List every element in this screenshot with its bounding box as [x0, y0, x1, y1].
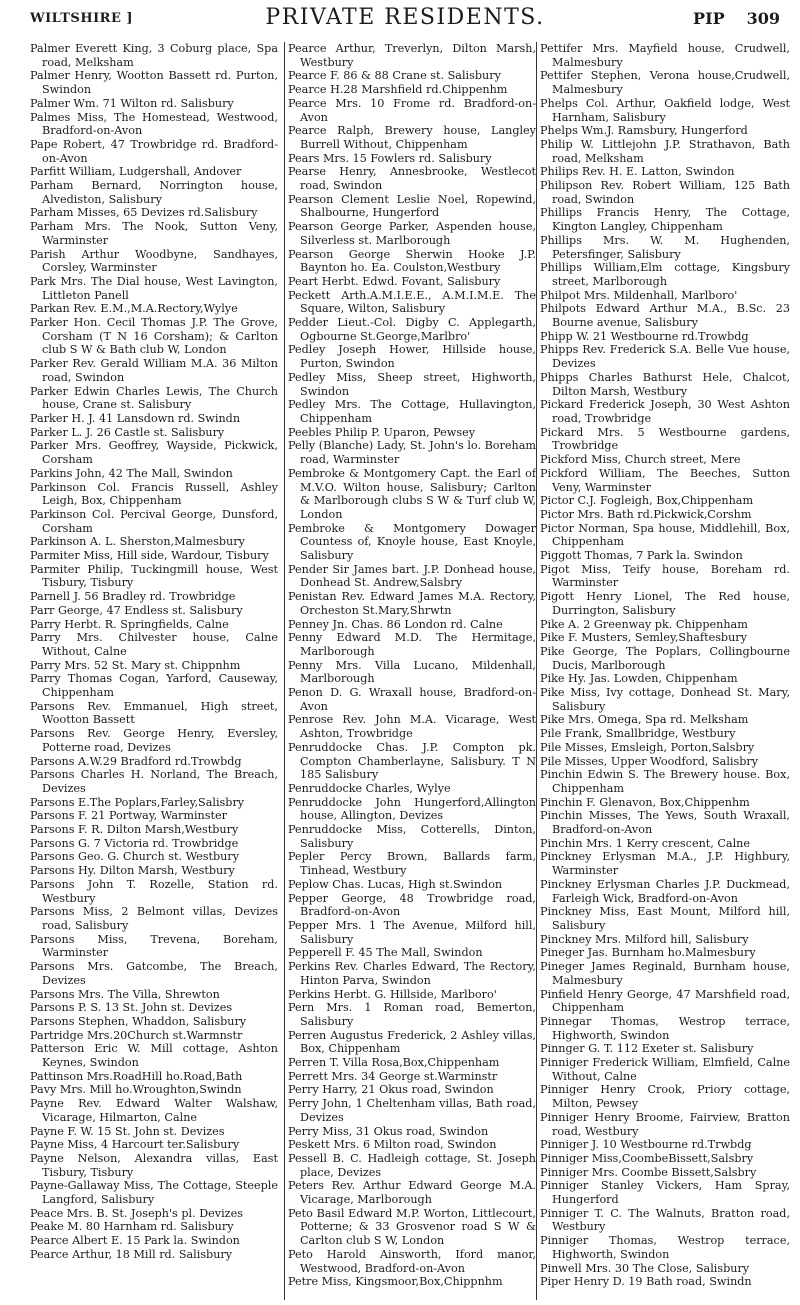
directory-entry: Parker Mrs. Geoffrey, Wayside, Pickwick, Corsham	[30, 439, 278, 467]
directory-entry: Phillips Mrs. W. M. Hughenden, Petersfinger, Salisbury	[540, 233, 790, 261]
directory-entry: Pearce Arthur, 18 Mill rd. Salisbury	[30, 1247, 233, 1261]
directory-entry: Pike Hy. Jas. Lowden, Chippenham	[540, 672, 738, 686]
county-heading: WILTSHIRE ]	[30, 11, 134, 26]
directory-entry: Parry Thomas Cogan, Yarford, Causeway, Chippenham	[30, 672, 278, 700]
directory-entry: Peplow Chas. Lucas, High st.Swindon	[288, 877, 503, 891]
directory-entry: Peto Basil Edward M.P. Worton, Littlecourt, Potterne; & 33 Grosvenor road S W & Carlton club S W, London	[288, 1206, 536, 1248]
directory-entry: Pinniger Thomas, Westrop terrace, Highworth, Swindon	[540, 1234, 790, 1261]
directory-entry: Pinchin F. Glenavon, Box,Chippenhm	[540, 795, 750, 809]
directory-entry: Peake M. 80 Harnham rd. Salisbury	[30, 1220, 234, 1234]
directory-entry: Parry Herbt. R. Springfields, Calne	[30, 617, 229, 631]
directory-entry: Penruddocke Charles, Wylye	[288, 781, 451, 795]
directory-entry: Palmer Wm. 71 Wilton rd. Salisbury	[30, 96, 234, 110]
directory-entry: Pile Misses, Upper Woodford, Salisbry	[540, 754, 759, 768]
directory-entry: Parham Bernard, Norrington house, Alvediston, Salisbury	[30, 179, 278, 206]
directory-entry: Pettifer Stephen, Verona house,Crudwell, Malmesbury	[540, 69, 790, 97]
page-number: 309	[746, 9, 780, 28]
directory-entry: Parkan Rev. E.M.,M.A.Rectory,Wylye	[30, 302, 238, 316]
directory-entry: Parker Rev. Gerald William M.A. 36 Milton road, Swindon	[30, 357, 278, 384]
directory-entry: Palmer Everett King, 3 Coburg place, Spa road, Melksham	[30, 42, 278, 69]
directory-entry: Pinckney Erlysman Charles J.P. Duckmead, Farleigh Wick, Bradford-on-Avon	[540, 877, 790, 905]
directory-entry: Parsons F. 21 Portway, Warminster	[30, 809, 227, 823]
directory-entry: Penruddocke John Hungerford,Allington house, Allington, Devizes	[288, 795, 536, 823]
directory-entry: Pedder Lieut.-Col. Digby C. Applegarth, Ogbourne St.George,Marlbro'	[288, 316, 536, 343]
directory-entry: Parsons John T. Rozelle, Station rd. Westbury	[30, 877, 278, 905]
directory-entry: Pinniger Frederick William, Elmfield, Calne Without, Calne	[540, 1056, 790, 1083]
directory-entry: Peebles Philip P. Uparon, Pewsey	[288, 425, 476, 439]
directory-entry: Piper Henry D. 19 Bath road, Swindn	[540, 1275, 752, 1289]
directory-entry: Pearce Arthur, Treverlyn, Dilton Marsh, Westbury	[288, 42, 536, 69]
directory-entry: Phipps Charles Bathurst Hele, Chalcot, Dilton Marsh, Westbury	[540, 370, 790, 398]
column-divider	[284, 42, 285, 1300]
directory-entry: Parham Mrs. The Nook, Sutton Veny, Warminster	[30, 220, 278, 247]
directory-entry: Philipson Rev. Robert William, 125 Bath road, Swindon	[540, 179, 790, 206]
directory-entry: Payne Rev. Edward Walter Walshaw, Vicarage, Hilmarton, Calne	[30, 1097, 278, 1124]
directory-entry: Pinniger Stanley Vickers, Ham Spray, Hungerford	[540, 1179, 790, 1207]
directory-entry: Pictor Mrs. Bath rd.Pickwick,Corshm	[540, 507, 752, 521]
directory-entry: Pearson George Parker, Aspenden house, Silverless st. Marlborough	[288, 220, 536, 247]
directory-entry: Pinnger G. T. 112 Exeter st. Salisbury	[540, 1042, 754, 1056]
directory-entry: Perry Miss, 31 Okus road, Swindon	[288, 1124, 489, 1138]
directory-entry: Pearce Ralph, Brewery house, Langley Burrell Without, Chippenham	[288, 124, 536, 151]
directory-entry: Perkins Herbt. G. Hillside, Marlboro'	[288, 987, 497, 1001]
directory-entry: Pinckney Miss, East Mount, Milford hill, Salisbury	[540, 905, 790, 932]
directory-entry: Pinfield Henry George, 47 Marshfield road, Chippenham	[540, 987, 790, 1015]
directory-entry: Parker Edwin Charles Lewis, The Church house, Crane st. Salisbury	[30, 384, 278, 412]
entries-column-1	[30, 42, 278, 1300]
directory-entry: Pictor Norman, Spa house, Middlehill, Box, Chippenham	[540, 521, 790, 549]
directory-entry: Payne Nelson, Alexandra villas, East Tisbury, Tisbury	[30, 1151, 278, 1179]
directory-entry: Pinniger T. C. The Walnuts, Bratton road, Westbury	[540, 1206, 790, 1234]
directory-entry: Parry Mrs. Chilvester house, Calne Without, Calne	[30, 631, 278, 658]
directory-entry: Pearce Albert E. 15 Park la. Swindon	[30, 1234, 240, 1248]
directory-entry: Philpots Edward Arthur M.A., B.Sc. 23 Bourne avenue, Salisbury	[540, 302, 790, 330]
directory-entry: Pedley Joseph Hower, Hillside house, Purton, Swindon	[288, 343, 536, 371]
directory-entry: Pearse Henry, Annesbrooke, Westlecot road, Swindon	[288, 165, 536, 193]
directory-entry: Parish Arthur Woodbyne, Sandhayes, Corsley, Warminster	[30, 247, 278, 275]
directory-entry: Parham Misses, 65 Devizes rd.Salisbury	[30, 206, 258, 220]
directory-entry: Pinchin Misses, The Yews, South Wraxall, Bradford-on-Avon	[540, 809, 790, 837]
directory-entry: Philpot Mrs. Mildenhall, Marlboro'	[540, 288, 738, 302]
directory-entry: Parsons A.W.29 Bradford rd.Trowbdg	[30, 754, 242, 768]
directory-entry: Pile Frank, Smallbridge, Westbury	[540, 727, 736, 741]
directory-entry: Parkinson Col. Percival George, Dunsford, Corsham	[30, 507, 278, 535]
directory-entry: Pearce H.28 Marshfield rd.Chippenhm	[288, 83, 508, 97]
directory-entry: Pile Misses, Emsleigh, Porton,Salsbry	[540, 740, 755, 754]
directory-entry: Pinniger J. 10 Westbourne rd.Trwbdg	[540, 1138, 752, 1152]
directory-entry: Parsons Geo. G. Church st. Westbury	[30, 850, 240, 864]
directory-entry: Petre Miss, Kingsmoor,Box,Chippnhm	[288, 1275, 503, 1289]
directory-entry: Pike George, The Poplars, Collingbourne Ducis, Marlborough	[540, 644, 790, 672]
directory-entry: Penny Mrs. Villa Lucano, Mildenhall, Marlborough	[288, 658, 536, 686]
directory-entry: Parsons Charles H. Norland, The Breach, Devizes	[30, 768, 278, 795]
directory-entry: Pickard Frederick Joseph, 30 West Ashton road, Trowbridge	[540, 398, 790, 425]
entries-column-3	[540, 42, 790, 1300]
directory-entry: Penny Edward M.D. The Hermitage, Marlborough	[288, 631, 536, 658]
directory-entry: Peart Herbt. Edwd. Fovant, Salisbury	[288, 274, 501, 288]
directory-entry: Pineger James Reginald, Burnham house, Malmesbury	[540, 960, 790, 987]
directory-entry: Penney Jn. Chas. 86 London rd. Calne	[288, 617, 503, 631]
directory-entry: Phelps Col. Arthur, Oakfield lodge, West Harnham, Salisbury	[540, 96, 790, 124]
directory-entry: Parsons Rev. George Henry, Eversley, Potterne road, Devizes	[30, 727, 278, 754]
directory-entry: Philips Rev. H. E. Latton, Swindon	[540, 165, 735, 179]
directory-entry: Perren T. Villa Rosa,Box,Chippenham	[288, 1056, 500, 1070]
directory-entry: Payne F. W. 15 St. John st. Devizes	[30, 1124, 225, 1138]
directory-entry: Pinniger Henry Broome, Fairview, Bratton road, Westbury	[540, 1110, 790, 1138]
directory-entry: Pepper Mrs. 1 The Avenue, Milford hill, Salisbury	[288, 919, 536, 946]
directory-entry: Perrett Mrs. 34 George st.Warminstr	[288, 1069, 498, 1083]
directory-entry: Pinwell Mrs. 30 The Close, Salisbury	[540, 1261, 750, 1275]
directory-entry: Parsons Stephen, Whaddon, Salisbury	[30, 1014, 247, 1028]
directory-entry: Partridge Mrs.20Church st.Warmnstr	[30, 1028, 243, 1042]
directory-entry: Pepperell F. 45 The Mall, Swindon	[288, 946, 483, 960]
directory-entry: Parsons Mrs. Gatcombe, The Breach, Devizes	[30, 960, 278, 987]
directory-entry: Pinniger Mrs. Coombe Bissett,Salsbry	[540, 1165, 757, 1179]
directory-entry: Perkins Rev. Charles Edward, The Rectory, Hinton Parva, Swindon	[288, 960, 536, 987]
directory-entry: Pepper George, 48 Trowbridge road, Bradford-on-Avon	[288, 891, 536, 919]
directory-entry: Pearson George Sherwin Hooke J.P. Baynton ho. Ea. Coulston,Westbury	[288, 247, 536, 275]
directory-entry: Parkins John, 42 The Mall, Swindon	[30, 466, 233, 480]
directory-entry: Pigott Henry Lionel, The Red house, Durrington, Salisbury	[540, 590, 790, 617]
directory-entry: Parry Mrs. 52 St. Mary st. Chippnhm	[30, 658, 241, 672]
directory-entry: Penon D. G. Wraxall house, Bradford-on-Avon	[288, 686, 536, 713]
directory-entry: Penruddocke Miss, Cotterells, Dinton, Salisbury	[288, 823, 536, 850]
directory-entry: Pedley Mrs. The Cottage, Hullavington, Chippenham	[288, 398, 536, 425]
directory-entry: Pineger Jas. Burnham ho.Malmesbury	[540, 946, 756, 960]
directory-entry: Pembroke & Montgomery Dowager Countess of, Knoyle house, East Knoyle, Salisbury	[288, 521, 536, 563]
directory-entry: Pessell B. C. Hadleigh cottage, St. Joseph place, Devizes	[288, 1151, 536, 1179]
directory-entry: Parsons G. 7 Victoria rd. Trowbridge	[30, 836, 239, 850]
directory-entry: Pike Miss, Ivy cottage, Donhead St. Mary, Salisbury	[540, 686, 790, 713]
directory-entry: Phipps Rev. Frederick S.A. Belle Vue house, Devizes	[540, 343, 790, 371]
directory-entry: Parker Hon. Cecil Thomas J.P. The Grove, Corsham (T N 16 Corsham); & Carlton club S W & Bath club W, London	[30, 316, 278, 357]
directory-entry: Pinchin Edwin S. The Brewery house. Box, Chippenham	[540, 768, 790, 795]
entries-column-2	[288, 42, 536, 1300]
directory-entry: Payne-Gallaway Miss, The Cottage, Steeple Langford, Salisbury	[30, 1179, 278, 1207]
directory-entry: Parsons P. S. 13 St. John st. Devizes	[30, 1001, 233, 1015]
directory-entry: Palmes Miss, The Homestead, Westwood, Bradford-on-Avon	[30, 110, 278, 138]
directory-entry: Pattinson Mrs.RoadHill ho.Road,Bath	[30, 1069, 243, 1083]
directory-entry: Pelly (Blanche) Lady, St. John's lo. Boreham road, Warminster	[288, 439, 536, 467]
directory-entry: Philip W. Littlejohn J.P. Strathavon, Bath road, Melksham	[540, 137, 790, 165]
directory-entry: Piggott Thomas, 7 Park la. Swindon	[540, 549, 743, 563]
directory-entry: Phelps Wm.J. Ramsbury, Hungerford	[540, 124, 748, 138]
directory-entry: Pinckney Mrs. Milford hill, Salisbury	[540, 932, 749, 946]
directory-entry: Pearce Mrs. 10 Frome rd. Bradford-on-Avon	[288, 96, 536, 124]
directory-entry: Pears Mrs. 15 Fowlers rd. Salisbury	[288, 151, 492, 165]
directory-entry: Pearson Clement Leslie Noel, Ropewind, Shalbourne, Hungerford	[288, 192, 536, 220]
directory-entry: Pearce F. 86 & 88 Crane st. Salisbury	[288, 69, 501, 83]
directory-entry: Parkinson A. L. Sherston,Malmesbury	[30, 535, 245, 549]
directory-entry: Parkinson Col. Francis Russell, Ashley Leigh, Box, Chippenham	[30, 480, 278, 508]
directory-entry: Parnell J. 56 Bradley rd. Trowbridge	[30, 590, 236, 604]
directory-entry: Peace Mrs. B. St. Joseph's pl. Devizes	[30, 1206, 243, 1220]
directory-entry: Parsons Hy. Dilton Marsh, Westbury	[30, 864, 235, 878]
directory-entry: Pinniger Miss,CoombeBissett,Salsbry	[540, 1151, 754, 1165]
directory-entry: Pavy Mrs. Mill ho.Wroughton,Swindn	[30, 1083, 242, 1097]
directory-entry: Pern Mrs. 1 Roman road, Bemerton, Salisbury	[288, 1001, 536, 1028]
directory-entry: Parfitt William, Ludgershall, Andover	[30, 165, 242, 179]
directory-entry: Pike A. 2 Greenway pk. Chippenham	[540, 617, 748, 631]
directory-entry: Pickford Miss, Church street, Mere	[540, 453, 741, 467]
page-header	[30, 4, 780, 34]
directory-entry: Pickford William, The Beeches, Sutton Veny, Warminster	[540, 466, 790, 494]
column-divider	[536, 42, 537, 1300]
directory-entry: Pickard Mrs. 5 Westbourne gardens, Trowbridge	[540, 425, 790, 453]
directory-entry: Pender Sir James bart. J.P. Donhead house, Donhead St. Andrew,Salsbry	[288, 562, 536, 590]
directory-entry: Pike Mrs. Omega, Spa rd. Melksham	[540, 713, 749, 727]
directory-entry: Parsons E.The Poplars,Farley,Salisbry	[30, 795, 245, 809]
directory-entry: Pinnegar Thomas, Westrop terrace, Highworth, Swindon	[540, 1014, 790, 1042]
directory-entry: Perry Harry, 21 Okus road, Swindon	[288, 1083, 494, 1097]
directory-entry: Phillips William,Elm cottage, Kingsbury street, Marlborough	[540, 261, 790, 288]
directory-entry: Pinchin Mrs. 1 Kerry crescent, Calne	[540, 836, 751, 850]
directory-entry: Pettifer Mrs. Mayfield house, Crudwell, Malmesbury	[540, 42, 790, 69]
directory-entry: Parsons F. R. Dilton Marsh,Westbury	[30, 823, 239, 837]
directory-entry: Penruddocke Chas. J.P. Compton pk. Compton Chamberlayne, Salisbury. T N 185 Salisbury	[288, 740, 536, 782]
directory-entry: Perren Augustus Frederick, 2 Ashley villas, Box, Chippenham	[288, 1028, 536, 1056]
directory-entry: Pictor C.J. Fogleigh, Box,Chippenham	[540, 494, 754, 508]
directory-entry: Parmiter Philip, Tuckingmill house, West Tisbury, Tisbury	[30, 562, 278, 590]
page-title: PRIVATE RESIDENTS.	[265, 5, 545, 30]
directory-entry: Peto Harold Ainsworth, Iford manor, Westwood, Bradford-on-Avon	[288, 1247, 536, 1275]
directory-entry: Parmiter Miss, Hill side, Wardour, Tisbury	[30, 549, 269, 563]
directory-entry: Parker L. J. 26 Castle st. Salisbury	[30, 425, 225, 439]
directory-entry: Pape Robert, 47 Trowbridge rd. Bradford-on-Avon	[30, 137, 278, 165]
directory-entry: Palmer Henry, Wootton Bassett rd. Purton, Swindon	[30, 69, 278, 97]
directory-entry: Parker H. J. 41 Lansdown rd. Swindn	[30, 411, 241, 425]
directory-entry: Perry John, 1 Cheltenham villas, Bath road, Devizes	[288, 1097, 536, 1124]
section-abbreviation: PIP	[693, 9, 725, 28]
directory-entry: Pigot Miss, Teify house, Boreham rd. Warminster	[540, 562, 790, 590]
directory-entry: Penistan Rev. Edward James M.A. Rectory, Orcheston St.Mary,Shrwtn	[288, 590, 536, 617]
directory-entry: Pinckney Erlysman M.A., J.P. Highbury, Warminster	[540, 850, 790, 878]
directory-entry: Pike F. Musters, Semley,Shaftesbury	[540, 631, 747, 645]
directory-entry: Payne Miss, 4 Harcourt ter.Salisbury	[30, 1138, 240, 1152]
directory-entry: Penrose Rev. John M.A. Vicarage, West Ashton, Trowbridge	[288, 713, 536, 741]
directory-entry: Patterson Eric W. Mill cottage, Ashton Keynes, Swindon	[30, 1042, 278, 1070]
directory-entry: Peckett Arth.A.M.I.E.E., A.M.I.M.E. The Square, Wilton, Salisbury	[288, 288, 536, 316]
directory-entry: Pinniger Henry Crook, Priory cottage, Milton, Pewsey	[540, 1083, 790, 1111]
directory-entry: Phipp W. 21 Westbourne rd.Trowbdg	[540, 329, 749, 343]
directory-entry: Pedley Miss, Sheep street, Highworth, Swindon	[288, 370, 536, 398]
directory-entry: Parr George, 47 Endless st. Salisbury	[30, 603, 243, 617]
directory-entry: Peters Rev. Arthur Edward George M.A. Vicarage, Marlborough	[288, 1179, 536, 1207]
directory-entry: Phillips Francis Henry, The Cottage, Kington Langley, Chippenham	[540, 206, 790, 234]
directory-entry: Parsons Miss, 2 Belmont villas, Devizes road, Salisbury	[30, 905, 278, 932]
directory-entry: Peskett Mrs. 6 Milton road, Swindon	[288, 1138, 497, 1152]
directory-entry: Parsons Miss, Trevena, Boreham, Warminster	[30, 932, 278, 960]
directory-entry: Pepler Percy Brown, Ballards farm, Tinhead, Westbury	[288, 850, 536, 878]
directory-entry: Parsons Mrs. The Villa, Shrewton	[30, 987, 220, 1001]
page-marker	[671, 9, 780, 28]
directory-entry: Parsons Rev. Emmanuel, High street, Wootton Bassett	[30, 699, 278, 727]
directory-entry: Park Mrs. The Dial house, West Lavington, Littleton Panell	[30, 274, 278, 302]
directory-entry: Pembroke & Montgomery Capt. the Earl of M.V.O. Wilton house, Salisbury; Carlton & Marlborough clubs S W & Turf club W, London	[288, 466, 536, 521]
